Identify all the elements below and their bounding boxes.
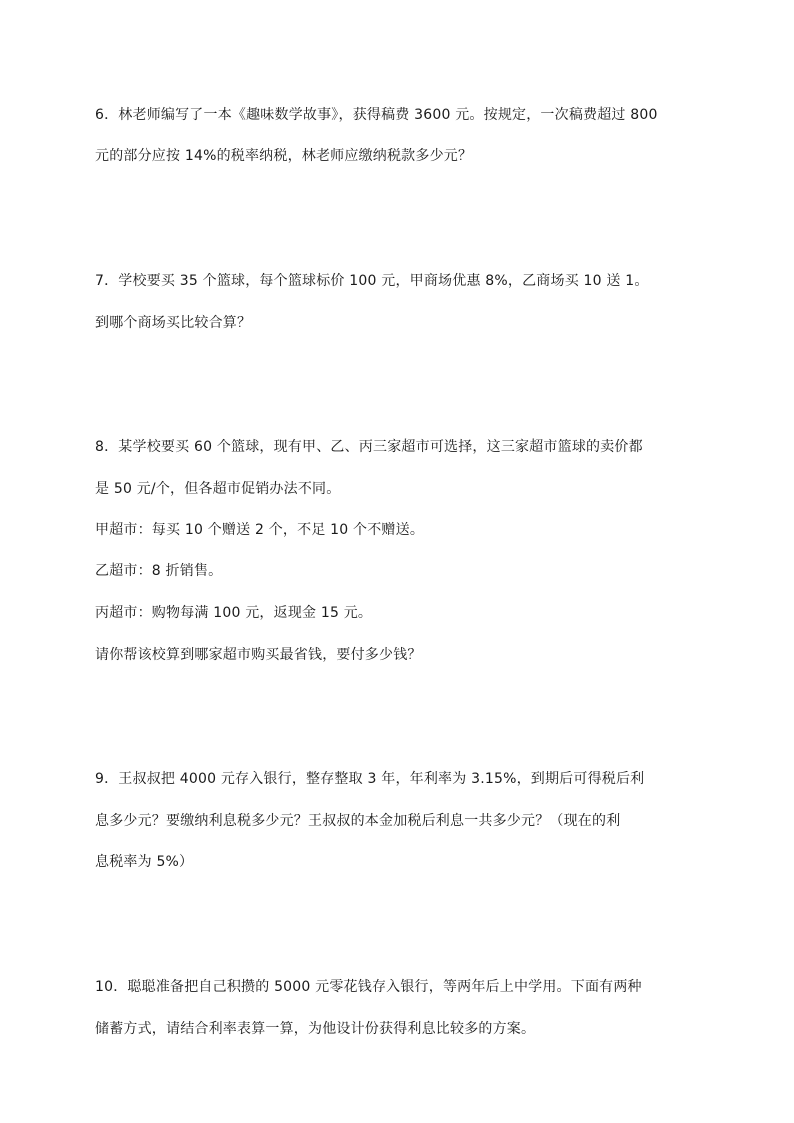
question-9-line-1: 9．王叔叔把 4000 元存入银行，整存整取 3 年，年利率为 3.15%，到期后可得税后利 <box>95 771 645 787</box>
question-8-line-4: 乙超市：8 折销售。 <box>95 563 223 579</box>
question-8-line-5: 丙超市：购物每满 100 元，返现金 15 元。 <box>95 605 373 621</box>
question-8-line-2: 是 50 元/个，但各超市促销办法不同。 <box>95 481 341 497</box>
question-6-line-1: 6．林老师编写了一本《趣味数学故事》，获得稿费 3600 元。按规定，一次稿费超过 800 <box>95 107 658 123</box>
question-8-line-1: 8．某学校要买 60 个篮球，现有甲、乙、丙三家超市可选择，这三家超市篮球的卖价都 <box>95 439 643 455</box>
question-7-line-2: 到哪个商场买比较合算？ <box>95 315 252 331</box>
question-8-line-6: 请你帮该校算到哪家超市购买最省钱，要付多少钱？ <box>95 647 422 663</box>
question-6-line-2: 元的部分应按 14%的税率纳税，林老师应缴纳税款多少元？ <box>95 148 473 164</box>
question-8-line-3: 甲超市：每买 10 个赠送 2 个，不足 10 个不赠送。 <box>95 522 425 538</box>
question-9-line-3: 息税率为 5%） <box>95 854 194 870</box>
question-10-line-2: 储蓄方式，请结合利率表算一算，为他设计份获得利息比较多的方案。 <box>95 1021 536 1037</box>
question-7-line-1: 7．学校要买 35 个篮球，每个篮球标价 100 元，甲商场优惠 8%，乙商场买 10 送 1。 <box>95 273 649 289</box>
question-10-line-1: 10．聪聪准备把自己积攒的 5000 元零花钱存入银行，等两年后上中学用。下面有两种 <box>95 979 642 995</box>
question-9-line-2: 息多少元？要缴纳利息税多少元？王叔叔的本金加税后利息一共多少元？（现在的利 <box>95 813 621 829</box>
